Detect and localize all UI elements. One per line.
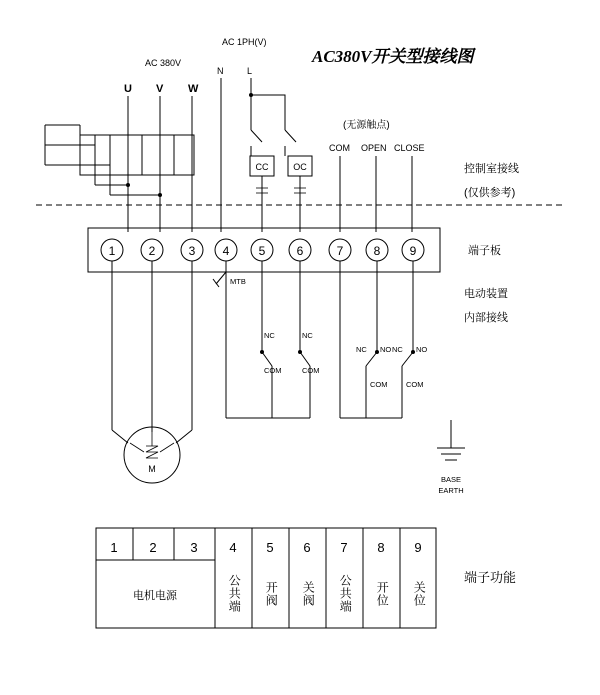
wire-motor-w-in: [176, 430, 192, 443]
label-control-room: 控制室接线: [464, 163, 519, 175]
label-no-9: NO: [416, 345, 428, 354]
function-number-7: 7: [340, 540, 348, 555]
terminal-label-1: 1: [108, 244, 116, 258]
function-number-8: 8: [377, 540, 385, 555]
terminal-label-6: 6: [296, 244, 304, 258]
label-no-8: NO: [380, 345, 392, 354]
motor-winding-lead-u: [130, 443, 144, 452]
function-cell-7: [335, 560, 355, 626]
label-nc-6: NC: [302, 331, 313, 340]
function-number-3: 3: [190, 540, 198, 555]
function-cell-8: [372, 566, 392, 622]
switch6-arm: [300, 352, 310, 366]
label-neutral-n: N: [217, 66, 224, 76]
mtb-switch-arm: [216, 272, 226, 284]
label-com-8: COM: [370, 380, 388, 389]
function-number-2: 2: [149, 540, 157, 555]
switch8-pivot: [375, 350, 379, 354]
label-com-5: COM: [264, 366, 282, 375]
motor-winding-lead-w: [160, 443, 174, 452]
terminal-label-2: 2: [148, 244, 156, 258]
function-cell-4-text: 公共端: [227, 573, 242, 613]
label-line-l: L: [247, 66, 253, 76]
wire-line-l: [251, 78, 285, 120]
terminal-label-8: 8: [373, 244, 381, 258]
function-cell-9: [409, 566, 429, 622]
junction-dot-u: [126, 183, 130, 187]
junction-dot-v: [158, 193, 162, 197]
function-number-1: 1: [110, 540, 118, 555]
wire-motor-u-in: [112, 430, 128, 443]
function-cell-6-text: 关阀: [301, 581, 316, 607]
label-com-top: COM: [329, 143, 350, 153]
function-cell-5: [261, 566, 281, 622]
terminal-label-3: 3: [188, 244, 196, 258]
switch6-pivot: [298, 350, 302, 354]
label-cc: CC: [255, 162, 269, 172]
switch5-pivot: [260, 350, 264, 354]
function-number-4: 4: [229, 540, 237, 555]
label-close-top: CLOSE: [394, 143, 425, 153]
label-device-internal-1: 电动装置: [464, 288, 508, 300]
function-number-6: 6: [303, 540, 311, 555]
label-phase-w: W: [188, 83, 199, 95]
label-ac380v: AC 380V: [145, 58, 182, 68]
label-passive-contact: (无源触点): [343, 120, 390, 131]
winding-box-4: [174, 135, 194, 175]
switch8-arm: [366, 352, 377, 366]
winding-box-3: [142, 135, 174, 175]
label-reference-only: (仅供参考): [464, 187, 516, 199]
label-earth: EARTH: [438, 486, 464, 495]
motor-label: M: [148, 464, 156, 474]
motor-winding-zigzag: [146, 446, 158, 458]
diagram-title: AC380V开关型接线图: [312, 47, 474, 66]
function-number-5: 5: [266, 540, 274, 555]
label-mtb: MTB: [230, 277, 246, 286]
label-com-6: COM: [302, 366, 320, 375]
label-com-9: COM: [406, 380, 424, 389]
label-oc: OC: [293, 162, 307, 172]
terminal-label-7: 7: [336, 244, 344, 258]
function-cell-5-text: 开阀: [264, 581, 279, 607]
label-nc-8: NC: [356, 345, 367, 354]
function-cell-6: [298, 566, 318, 622]
function-cell-9-text: 关位: [412, 581, 427, 607]
function-cell-7-text: 公共端: [338, 573, 353, 613]
label-phase-u: U: [124, 83, 132, 95]
function-cell-8-text: 开位: [375, 581, 390, 607]
label-open-top: OPEN: [361, 143, 387, 153]
function-number-9: 9: [414, 540, 422, 555]
label-terminal-board: 端子板: [468, 245, 501, 257]
switch5-arm: [262, 352, 272, 366]
label-nc-9: NC: [392, 345, 403, 354]
switch9-arm: [402, 352, 413, 366]
label-nc-5: NC: [264, 331, 275, 340]
contact-cc-arm: [251, 130, 262, 142]
function-cell-4: [224, 560, 244, 626]
switch9-pivot: [411, 350, 415, 354]
junction-dot-l: [249, 93, 253, 97]
mtb-mark: [213, 279, 219, 287]
label-base: BASE: [440, 475, 462, 484]
label-device-internal-2: 内部接线: [464, 312, 508, 324]
label-ac1ph: AC 1PH(V): [222, 37, 267, 47]
terminal-label-9: 9: [409, 244, 417, 258]
winding-box-2: [110, 135, 142, 175]
terminal-label-4: 4: [222, 244, 230, 258]
contact-oc-arm: [285, 130, 296, 142]
terminal-label-5: 5: [258, 244, 266, 258]
label-terminal-function: 端子功能: [464, 570, 517, 585]
function-motor-power: 电机电源: [133, 590, 177, 602]
label-phase-v: V: [156, 83, 164, 95]
